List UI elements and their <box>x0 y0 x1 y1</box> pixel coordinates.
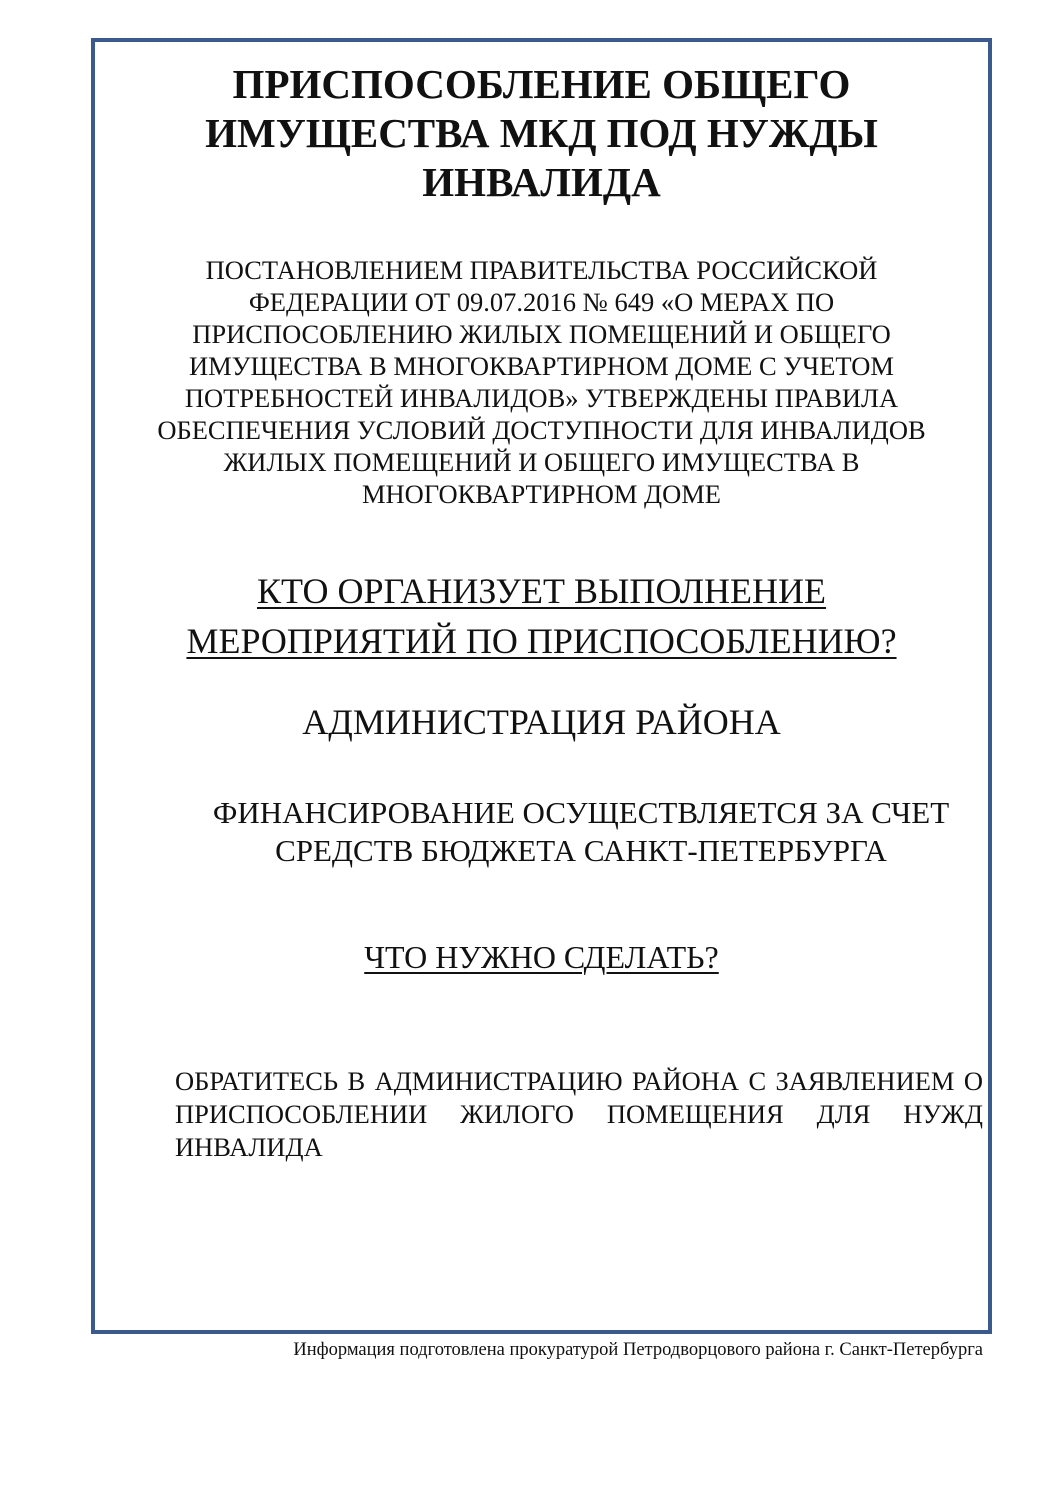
question-what-to-do-text: ЧТО НУЖНО СДЕЛАТЬ? <box>364 939 719 975</box>
instruction-paragraph: ОБРАТИТЕСЬ В АДМИНИСТРАЦИЮ РАЙОНА С ЗАЯВЛЕНИЕМ О ПРИСПОСОБЛЕНИИ ЖИЛОГО ПОМЕЩЕНИЯ ДЛЯ НУЖД ИНВАЛИДА <box>175 1066 983 1162</box>
question-who-organizes-text: КТО ОРГАНИЗУЕТ ВЫПОЛНЕНИЕ МЕРОПРИЯТИЙ ПО ПРИСПОСОБЛЕНИЮ? <box>186 571 897 661</box>
document-title: ПРИСПОСОБЛЕНИЕ ОБЩЕГО ИМУЩЕСТВА МКД ПОД НУЖДЫ ИНВАЛИДА <box>205 61 878 205</box>
funding-note: ФИНАНСИРОВАНИЕ ОСУЩЕСТВЛЯЕТСЯ ЗА СЧЕТ СРЕДСТВ БЮДЖЕТА САНКТ-ПЕТЕРБУРГА <box>212 795 950 868</box>
decree-paragraph: ПОСТАНОВЛЕНИЕМ ПРАВИТЕЛЬСТВА РОССИЙСКОЙ ФЕДЕРАЦИИ ОТ 09.07.2016 № 649 «О МЕРАХ ПО ПРИСПОСОБЛЕНИЮ ЖИЛЫХ ПОМЕЩЕНИЙ И ОБЩЕГО ИМУЩЕСТВА В МНОГОКВАРТИРНОМ ДОМЕ С УЧЕТОМ ПОТРЕБНОСТЕЙ ИНВАЛИДОВ» УТВЕРЖДЕНЫ ПРАВИЛА ОБЕСПЕЧЕНИЯ УСЛОВИЙ ДОСТУПНОСТИ ДЛЯ ИНВАЛИДОВ ЖИЛЫХ ПОМЕЩЕНИЙ И ОБЩЕГО ИМУЩЕСТВА В МНОГОКВАРТИРНОМ ДОМЕ <box>157 255 926 509</box>
question-who-organizes <box>95 566 988 666</box>
footer-source-note: Информация подготовлена прокуратурой Петродворцового района г. Санкт-Петербурга <box>293 1340 983 1360</box>
answer-district-administration: АДМИНИСТРАЦИЯ РАЙОНА <box>302 702 781 742</box>
document-frame <box>91 38 992 1360</box>
question-what-to-do <box>95 936 988 978</box>
